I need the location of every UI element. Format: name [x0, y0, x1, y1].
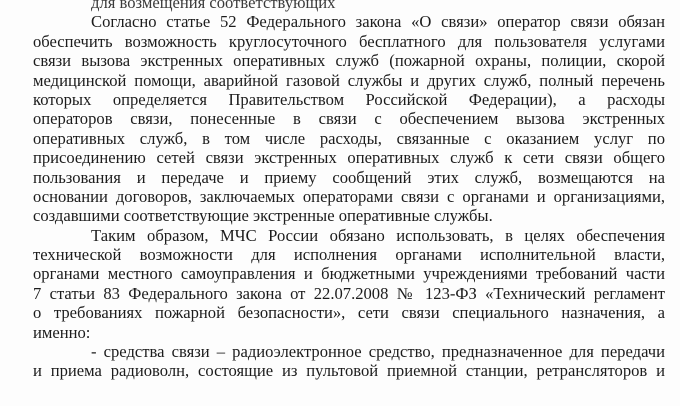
document-body: [33, 0, 665, 381]
text-line: о требованиях пожарной безопасности», сети связи специального назначения, а: [33, 303, 665, 323]
text-line: органами местного самоуправления и бюджетными учреждениями требований части: [33, 264, 665, 284]
text-line-cut-top: для возмещения соответствующих: [91, 0, 336, 12]
text-line: и приема радиоволн, состоящие из пультовой приемной станции, ретрансляторов и: [33, 361, 665, 381]
text-line: медицинской помощи, аварийной газовой службы и других служб, полный перечень: [33, 70, 665, 90]
text-line: именно:: [33, 322, 91, 342]
text-line: создавшими соответствующие экстренные оперативные службы.: [33, 206, 493, 226]
text-line: которых определяется Правительством Российской Федерации), а расходы: [33, 89, 665, 109]
text-line: Таким образом, МЧС России обязано использовать, в целях обеспечения: [91, 225, 665, 245]
text-line: обеспечить возможность круглосуточного бесплатного для пользователя услугами: [33, 31, 665, 51]
text-line: связи вызова экстренных оперативных служб (пожарной охраны, полиции, скорой: [33, 51, 665, 71]
text-line: присоединению сетей связи экстренных оперативных служб к сети связи общего: [33, 148, 665, 168]
text-line: - средства связи – радиоэлектронное средство, предназначенное для передачи: [91, 342, 665, 362]
text-line: пользования и передаче и приему сообщений этих служб, возмещаются на: [33, 167, 665, 187]
text-line: оперативных служб, в том числе расходы, связанные с оказанием услуг по: [33, 128, 665, 148]
text-line: технической возможности для исполнения органами исполнительной власти,: [33, 245, 665, 265]
text-line: 7 статьи 83 Федерального закона от 22.07.2008 № 123-ФЗ «Технический регламент: [33, 283, 665, 303]
text-line: операторов связи, понесенные в связи с обеспечением вызова экстренных: [33, 109, 665, 129]
text-line: Согласно статье 52 Федерального закона «О связи» оператор связи обязан: [91, 12, 665, 32]
text-line: основании договоров, заключаемых операторами связи с органами и организациями,: [33, 186, 665, 206]
